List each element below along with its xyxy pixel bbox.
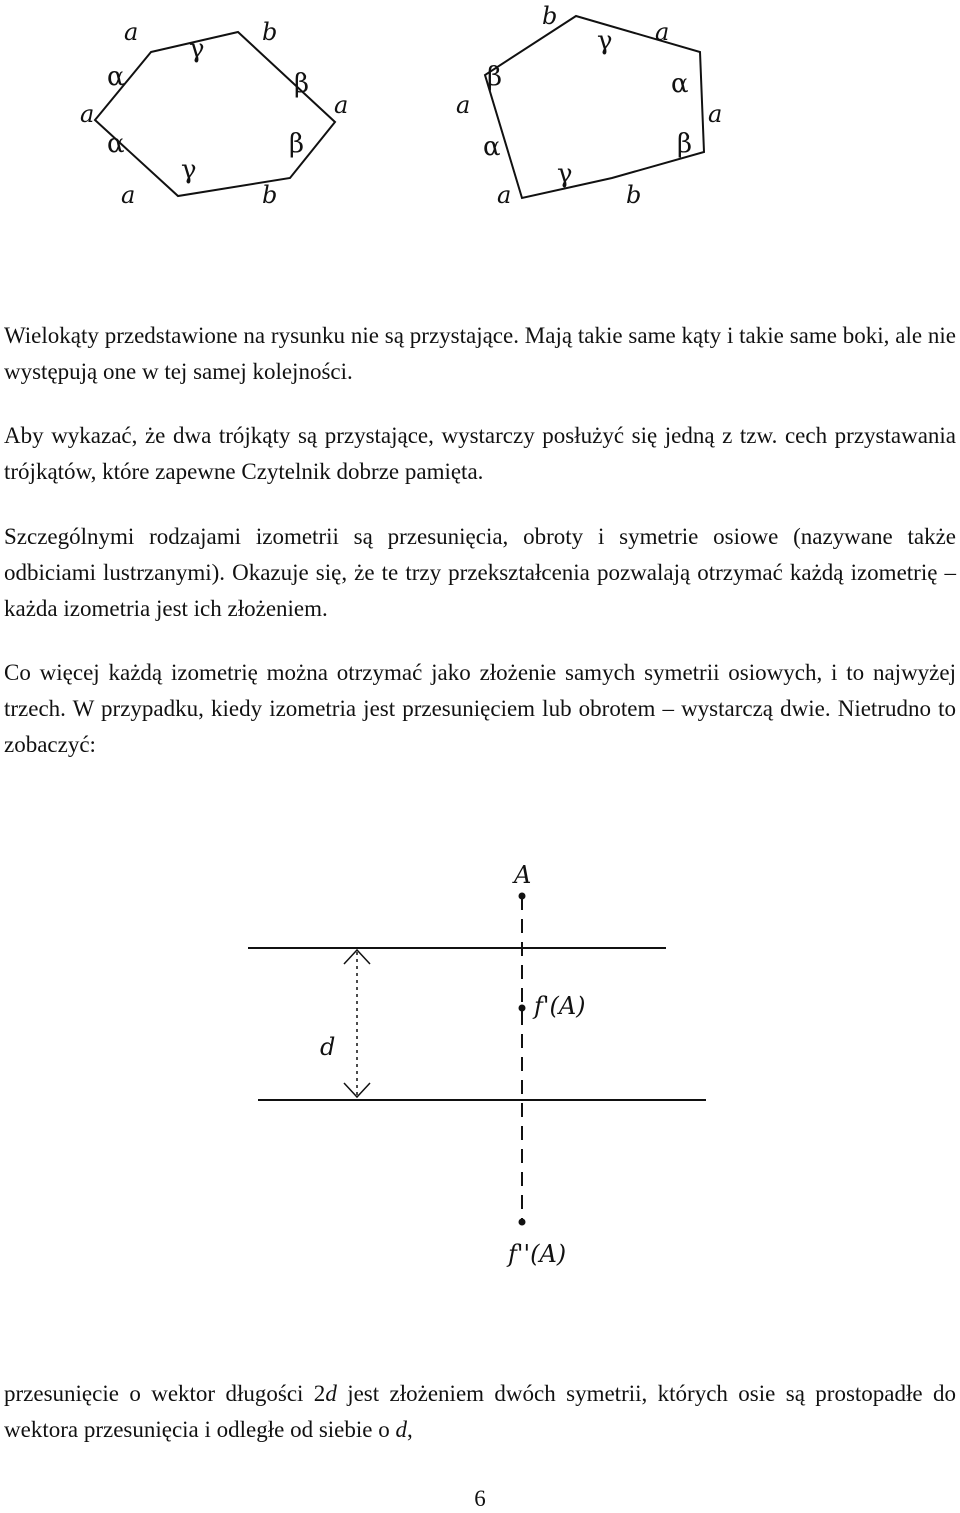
point-fa-dot <box>519 1005 526 1012</box>
hexagon-left-outline <box>95 32 335 196</box>
hexagons-figure <box>0 0 960 220</box>
point-fa-label: f'(A) <box>534 992 586 1020</box>
hexagon-left <box>80 18 348 209</box>
hexagon-right-angle-label: β <box>677 129 693 159</box>
paragraph-2: Aby wykazać, że dwa trójkąty są przystające, wystarczy posłużyć się jedną z tzw. cech przystawania trójkątów, które zapewne Czytelnik dobrze pamięta. <box>4 423 956 484</box>
hexagon-left-vertex-label: a <box>334 91 349 119</box>
hexagon-right-angle-label: α <box>671 69 689 99</box>
caption-variable: d <box>395 1417 407 1442</box>
hexagon-right-outline <box>485 16 704 198</box>
hexagon-right-angle-label: β <box>487 62 503 92</box>
caption-text: przesunięcie o wektor długości 2 <box>4 1381 326 1406</box>
point-ffa-label: f''(A) <box>508 1240 567 1268</box>
translation-figure <box>0 850 960 1280</box>
hexagon-left-angle-label: γ <box>189 34 205 64</box>
hexagon-left-angle-label: β <box>294 69 310 99</box>
hexagon-right-vertex-label: a <box>456 91 471 119</box>
hexagon-right-vertex-label: b <box>626 181 642 209</box>
hexagon-right <box>456 2 722 209</box>
hexagon-right-vertex-label: a <box>655 18 670 46</box>
hexagon-left-angle-label: γ <box>181 155 197 185</box>
point-a-label: A <box>514 861 532 889</box>
hexagon-left-vertex-label: a <box>124 18 139 46</box>
hexagon-right-vertex-label: a <box>497 181 512 209</box>
hexagon-right-vertex-label: a <box>708 100 723 128</box>
point-ffa-dot <box>519 1219 526 1226</box>
hexagon-left-angle-label: α <box>107 62 125 92</box>
paragraph-1: Wielokąty przedstawione na rysunku nie są przystające. Mają takie same kąty i takie same boki, ale nie występują one w tej samej kolejności. <box>4 323 956 384</box>
caption-text: , <box>407 1417 413 1442</box>
hexagon-left-angle-label: α <box>107 129 125 159</box>
translation-caption <box>4 1376 956 1448</box>
hexagon-right-angle-label: γ <box>597 26 613 56</box>
hexagon-left-angle-label: β <box>289 129 305 159</box>
point-a-dot <box>519 893 526 900</box>
hexagon-left-vertex-label: a <box>121 181 136 209</box>
hexagon-right-angle-label: α <box>483 132 501 162</box>
paragraph-4: Co więcej każdą izometrię można otrzymać jako złożenie samych symetrii osiowych, i to najwyżej trzech. W przypadku, kiedy izometria jest przesunięciem lub obrotem – wystarczą dwie. Nietrudno to zobaczyć: <box>4 660 956 757</box>
hexagon-left-vertex-label: b <box>262 181 278 209</box>
hexagon-right-vertex-label: b <box>542 2 558 30</box>
paragraph-3: Szczególnymi rodzajami izometrii są przesunięcia, obroty i symetrie osiowe (nazywane także odbiciami lustrzanymi). Okazuje się, że te trzy przekształcenia pozwalają otrzymać każdą izometrię – każda izometria jest ich złożeniem. <box>4 524 956 621</box>
hexagon-left-vertex-label: b <box>262 18 278 46</box>
caption-text: jest złożeniem dwóch symetrii, których osie są prostopadłe do wektora przesunięcia i odległe od siebie o <box>4 1381 956 1442</box>
page-number: 6 <box>474 1486 486 1511</box>
caption-variable: d <box>325 1381 337 1406</box>
hexagon-left-vertex-label: a <box>80 100 95 128</box>
distance-label: d <box>320 1033 336 1061</box>
hexagon-right-angle-label: γ <box>557 159 573 189</box>
